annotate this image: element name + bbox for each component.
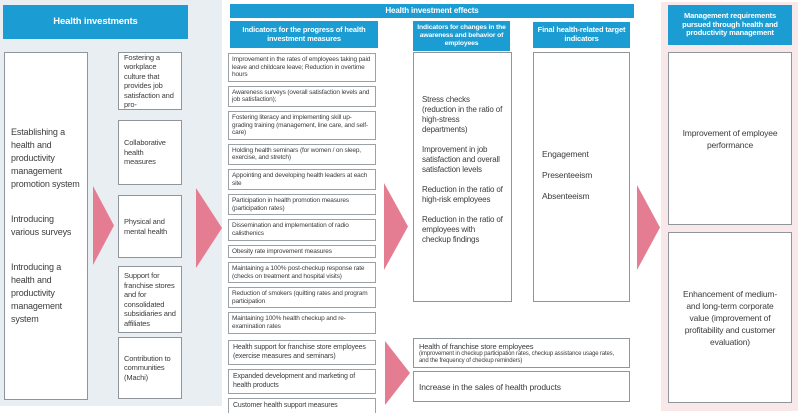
franchise-outcome-note: (improvement in checkup participation rates, checkup assistance usage rates, and the frequency of checkup reminders) [419, 351, 615, 365]
header-health-investments: Health investments [3, 5, 188, 39]
final-indicator: Absenteeism [542, 191, 590, 201]
progress-indicator: Reduction of smokers (quitting rates and program participation [228, 287, 376, 308]
management-goal-label: Improvement of employee performance [682, 127, 778, 150]
progress-indicator: Maintaining 100% health checkup and re-examination rates [228, 312, 376, 333]
measure-label: Collaborative health measures [124, 138, 166, 167]
measure-label: Support for franchise stores and for consolidated subsidiaries and affiliates [124, 271, 176, 328]
measure-label: Contribution to communities (Machi) [124, 353, 171, 382]
awareness-indicator: Stress checks (reduction in the ratio of high-stress departments) [422, 95, 503, 134]
progress-indicators-list [228, 53, 376, 334]
flow-arrow-icon [637, 185, 660, 270]
progress-indicator: Appointing and developing health leaders at each site [228, 169, 376, 190]
investment-item: Introducing various surveys [11, 214, 72, 237]
progress-indicator: Dissemination and implementation of radio calisthenics [228, 219, 376, 240]
measure-box-franchise-support [118, 266, 182, 333]
progress-indicator: Health support for franchise store employees (exercise measures and seminars) [228, 340, 376, 365]
awareness-indicator: Improvement in job satisfaction and overall satisfaction levels [422, 145, 500, 174]
progress-indicator: Expanded development and marketing of health products [228, 369, 376, 394]
management-goal-label: Enhancement of medium- and long-term corporate value (improvement of profitability and customer evaluation) [682, 288, 778, 347]
header-final-target-indicators: Final health-related target indicators [533, 22, 630, 48]
flow-arrow-icon [384, 183, 408, 270]
measure-box-physical-mental-health [118, 195, 182, 258]
measure-label: Physical and mental health [124, 217, 168, 236]
progress-indicator: Awareness surveys (overall satisfaction levels and job satisfaction); [228, 86, 376, 107]
measure-label: Fostering a workplace culture that provides job satisfaction and pro- [124, 52, 174, 109]
final-indicator: Engagement [542, 149, 589, 159]
investment-item: Establishing a health and productivity management promotion system [11, 127, 80, 189]
investments-list-box [4, 52, 88, 400]
franchise-outcome-title: Health of franchise store employees [419, 342, 534, 351]
measure-box-collaborative-health [118, 120, 182, 185]
measure-box-workplace-culture [118, 52, 182, 110]
progress-indicator: Participation in health promotion measures (participation rates) [228, 194, 376, 215]
awareness-indicator: Reduction in the ratio of employees with checkup findings [422, 215, 503, 244]
progress-indicator: Maintaining a 100% post-checkup response rate (checks on treatment and hospital visits) [228, 262, 376, 283]
measure-box-community-contribution [118, 337, 182, 399]
awareness-indicator: Reduction in the ratio of high-risk employees [422, 185, 503, 204]
final-target-indicators-box [533, 52, 630, 302]
header-management-requirements: Management requirements pursued through health and productivity management [668, 5, 792, 45]
flow-arrow-icon [385, 341, 410, 405]
header-progress-indicators: Indicators for the progress of health investment measures [230, 21, 378, 48]
awareness-indicators-box [413, 52, 512, 302]
sales-outcome-label: Increase in the sales of health products [419, 381, 561, 392]
progress-indicator: Customer health support measures [228, 398, 376, 413]
investment-item: Introducing a health and productivity management system [11, 262, 63, 324]
header-awareness-indicators: Indicators for changes in the awareness and behavior of employees [413, 21, 510, 51]
employee-performance-box [668, 52, 792, 225]
final-indicator: Presenteeism [542, 170, 593, 180]
progress-indicator: Obesity rate improvement measures [228, 245, 376, 259]
franchise-health-outcome-box [413, 338, 630, 368]
progress-indicator: Fostering literacy and implementing skill up-grading training (management, line care, and self-care) [228, 111, 376, 140]
sales-outcome-box [413, 371, 630, 402]
corporate-value-box [668, 232, 792, 403]
progress-indicators-bottom-list [228, 340, 376, 413]
progress-indicator: Improvement in the rates of employees taking paid leave and childcare leave; Reduction in overtime hours [228, 53, 376, 82]
progress-indicator: Holding health seminars (for women / on sleep, exercise, and stretch) [228, 144, 376, 165]
header-health-investment-effects: Health investment effects [230, 4, 634, 18]
